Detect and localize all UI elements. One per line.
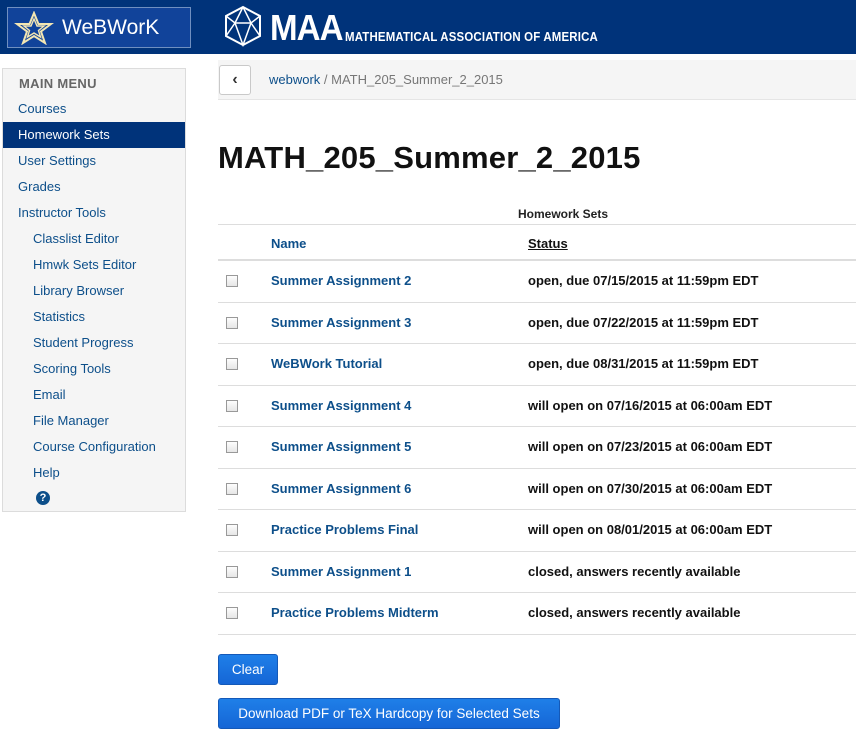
breadcrumb-separator: / — [320, 72, 332, 87]
set-status: will open on 07/16/2015 at 06:00am EDT — [528, 397, 773, 413]
set-status: open, due 08/31/2015 at 11:59pm EDT — [528, 356, 759, 371]
main-menu — [2, 68, 186, 512]
sidebar-item-classlist-editor[interactable]: Classlist Editor — [33, 231, 119, 246]
sidebar-item-homework-sets[interactable]: Homework Sets — [3, 122, 185, 148]
sidebar-item-file-manager[interactable]: File Manager — [33, 413, 109, 428]
clear-button[interactable]: Clear — [218, 654, 278, 685]
sidebar-item-grades[interactable]: Grades — [18, 179, 61, 194]
brand-text: WeBWorK — [62, 15, 160, 39]
top-header — [0, 0, 856, 54]
table-row — [218, 469, 856, 511]
set-checkbox[interactable] — [226, 566, 238, 578]
download-hardcopy-button[interactable]: Download PDF or TeX Hardcopy for Selected Sets — [218, 698, 560, 729]
set-name-link[interactable]: Summer Assignment 5 — [271, 439, 412, 454]
set-checkbox[interactable] — [226, 607, 238, 619]
sidebar-item-student-progress[interactable]: Student Progress — [33, 335, 134, 350]
sidebar-item-instructor-tools[interactable]: Instructor Tools — [18, 205, 106, 220]
set-name-link[interactable]: Practice Problems Midterm — [271, 605, 439, 620]
breadcrumb-webwork-link[interactable]: webwork — [269, 72, 321, 87]
set-status: will open on 07/30/2015 at 06:00am EDT — [528, 480, 773, 496]
breadcrumb-trail — [269, 72, 503, 87]
set-status: open, due 07/22/2015 at 11:59pm EDT — [528, 314, 759, 330]
set-name-link[interactable]: Summer Assignment 1 — [271, 563, 412, 579]
table-row — [218, 552, 856, 594]
table-row — [218, 510, 856, 552]
sidebar-item-user-settings[interactable]: User Settings — [18, 153, 97, 168]
maa-icosahedron-icon — [222, 5, 264, 50]
set-name-link[interactable]: Summer Assignment 4 — [271, 397, 412, 413]
sidebar-item-library-browser[interactable]: Library Browser — [33, 283, 125, 298]
maa-logo[interactable] — [222, 5, 632, 50]
sidebar-item-scoring-tools[interactable]: Scoring Tools — [33, 361, 111, 376]
set-name-link[interactable]: WeBWork Tutorial — [271, 356, 383, 371]
set-status: will open on 08/01/2015 at 06:00am EDT — [528, 522, 773, 537]
set-status: open, due 07/15/2015 at 11:59pm EDT — [528, 273, 759, 288]
table-row — [218, 593, 856, 635]
table-row — [218, 303, 856, 345]
table-row — [218, 427, 856, 469]
set-checkbox[interactable] — [226, 524, 238, 536]
sidebar-item-course-configuration[interactable]: Course Configuration — [33, 439, 156, 454]
set-status: closed, answers recently available — [528, 605, 741, 620]
sidebar-item-help[interactable]: Help — [33, 465, 60, 480]
breadcrumb-current: MATH_205_Summer_2_2015 — [331, 72, 503, 87]
set-checkbox[interactable] — [226, 317, 238, 329]
page-title: MATH_205_Summer_2_2015 — [218, 140, 641, 175]
set-name-link[interactable]: Summer Assignment 6 — [271, 480, 412, 496]
table-caption: Homework Sets — [517, 207, 609, 221]
help-icon[interactable]: ? — [36, 491, 50, 505]
maa-full-name: MATHEMATICAL ASSOCIATION OF AMERICA — [344, 29, 598, 44]
sidebar-item-statistics[interactable]: Statistics — [33, 309, 86, 324]
set-checkbox[interactable] — [226, 275, 238, 287]
webwork-logo-link[interactable] — [7, 7, 191, 48]
set-checkbox[interactable] — [226, 358, 238, 370]
table-header — [218, 224, 856, 261]
webwork-star-icon — [8, 9, 60, 47]
set-checkbox[interactable] — [226, 441, 238, 453]
set-name-link[interactable]: Summer Assignment 3 — [271, 314, 412, 330]
breadcrumb — [218, 60, 856, 100]
status-column-header: Status — [528, 236, 568, 251]
sidebar-item-email[interactable]: Email — [33, 387, 66, 402]
set-status: closed, answers recently available — [528, 563, 741, 579]
sidebar-item-hmwk-sets-editor[interactable]: Hmwk Sets Editor — [33, 257, 137, 272]
set-name-link[interactable]: Summer Assignment 2 — [271, 273, 412, 288]
maa-short-name: MAA — [270, 6, 343, 48]
name-column-header[interactable]: Name — [271, 236, 307, 251]
sidebar-item-courses[interactable]: Courses — [18, 101, 67, 116]
table-row — [218, 386, 856, 428]
set-checkbox[interactable] — [226, 400, 238, 412]
back-button[interactable]: ‹ — [219, 65, 251, 95]
table-row — [218, 261, 856, 303]
main-menu-title: MAIN MENU — [19, 76, 97, 91]
set-status: will open on 07/23/2015 at 06:00am EDT — [528, 439, 773, 454]
set-checkbox[interactable] — [226, 483, 238, 495]
set-name-link[interactable]: Practice Problems Final — [271, 522, 419, 537]
table-row — [218, 344, 856, 386]
